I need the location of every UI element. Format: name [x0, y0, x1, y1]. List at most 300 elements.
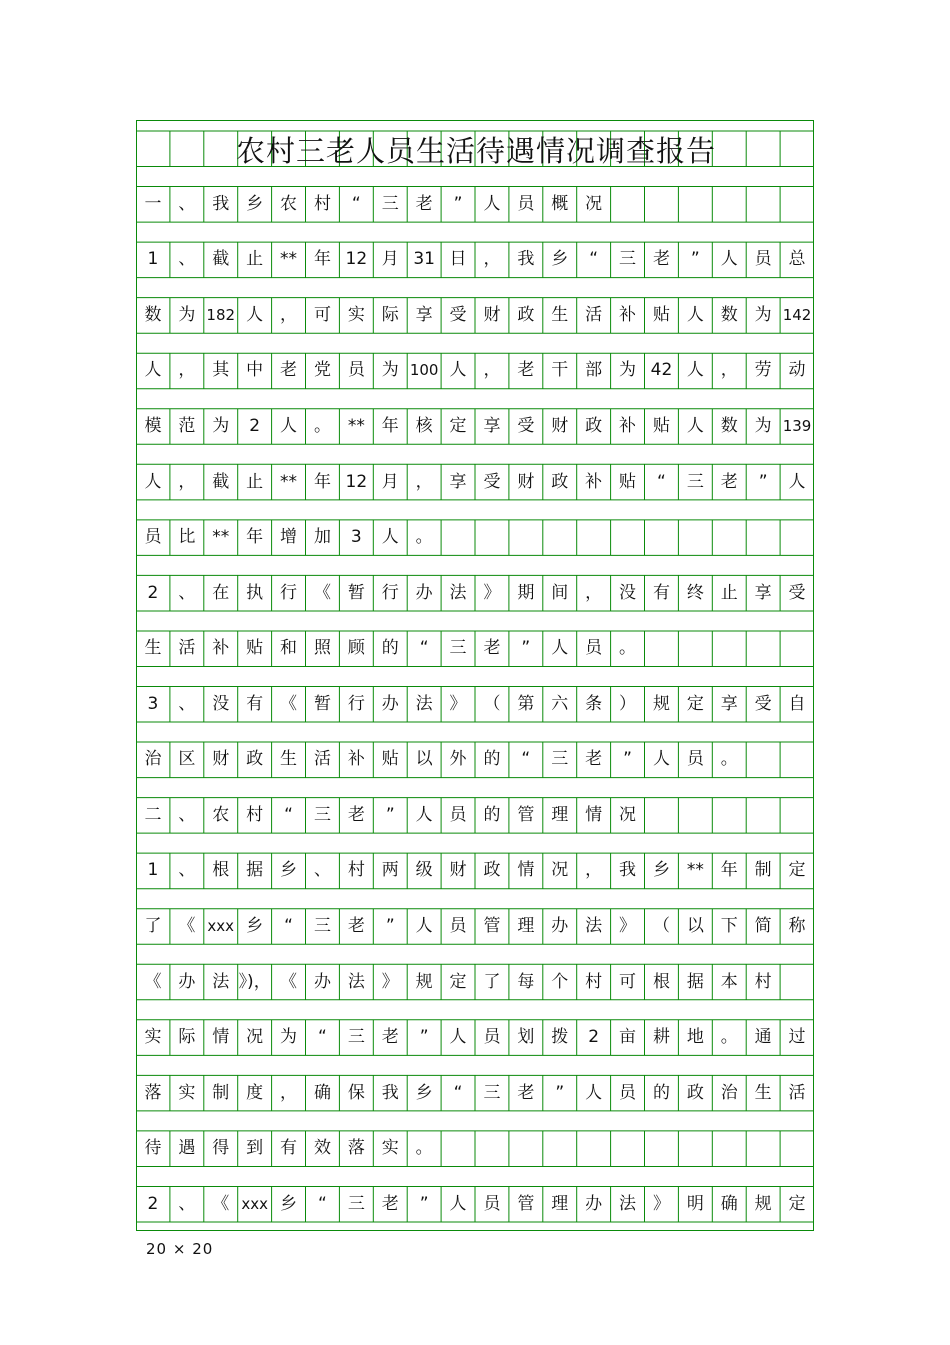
grid-cell: [780, 631, 814, 667]
grid-cell: [780, 1131, 814, 1167]
grid-cell: 、: [178, 693, 196, 714]
grid-cell: [441, 1131, 475, 1167]
grid-cell: [509, 520, 543, 556]
grid-cell: 活: [788, 1082, 806, 1103]
grid-cell: 三: [381, 193, 399, 214]
grid-cell: 2: [147, 582, 159, 603]
grid-cell: [611, 187, 645, 223]
grid-cell: 第: [517, 693, 535, 714]
grid-cell: 其: [212, 360, 230, 381]
grid-cell: ，: [178, 471, 196, 492]
grid-cell: 在: [212, 582, 230, 603]
grid-cell: 为: [212, 416, 230, 437]
grid-cell: 核: [415, 416, 433, 437]
grid-cell: 实: [347, 304, 365, 325]
grid-cell: 划: [517, 1027, 535, 1048]
grid-cell: 有: [280, 1138, 298, 1159]
grid-cell: 日: [449, 249, 467, 270]
grid-cell: 际: [381, 304, 399, 325]
grid-cell: 简: [754, 915, 772, 936]
grid-cell: 乡: [280, 1193, 298, 1214]
grid-cell: [645, 798, 679, 834]
grid-cell: 人: [449, 1193, 467, 1214]
grid-cell: 老: [483, 638, 501, 659]
grid-cell: 理: [551, 804, 569, 825]
grid-cell: 享: [754, 582, 772, 603]
grid-cell: [712, 1131, 746, 1167]
grid-cell: 政: [686, 1082, 704, 1103]
grid-cell: 贴: [652, 304, 670, 325]
grid-cell: 》: [483, 582, 501, 603]
grid-cell: 定: [449, 971, 467, 992]
grid-cell: 暂: [347, 582, 365, 603]
grid-cell: [712, 520, 746, 556]
grid-cell: [746, 187, 780, 223]
grid-cell: ，: [585, 582, 603, 603]
grid-cell: 乡: [415, 1082, 433, 1103]
grid-cell: 止: [246, 471, 264, 492]
grid-cell: 31: [413, 249, 435, 270]
grid-cell: 有: [246, 693, 264, 714]
grid-cell: 情: [517, 860, 535, 881]
grid-cell: 法: [585, 915, 603, 936]
grid-cell: 》: [381, 971, 399, 992]
grid-cell: 、: [178, 193, 196, 214]
grid-cell: 数: [720, 304, 738, 325]
grid-cell: 享: [720, 693, 738, 714]
grid-cell: 人: [788, 471, 806, 492]
grid-cell: 为: [178, 304, 196, 325]
grid-cell: 管: [517, 1193, 535, 1214]
grid-cell: 保: [347, 1082, 365, 1103]
grid-cell: 1: [147, 860, 159, 881]
grid-cell: 贴: [381, 749, 399, 770]
grid-cell: ，: [178, 360, 196, 381]
grid-cell: 补: [212, 638, 230, 659]
grid-cell: 财: [449, 860, 467, 881]
grid-cell: 规: [652, 693, 670, 714]
grid-cell: 三: [686, 471, 704, 492]
grid-cell: [746, 742, 780, 778]
grid-cell: [645, 520, 679, 556]
grid-cell: 员: [449, 915, 467, 936]
grid-cell: 两: [381, 860, 399, 881]
grid-size-label: 20 × 20: [146, 1240, 214, 1258]
grid-cell: 干: [551, 360, 569, 381]
grid-cell: 、: [313, 860, 331, 881]
grid-cell: 受: [517, 416, 535, 437]
grid-cell: 享: [449, 471, 467, 492]
grid-cell: 补: [585, 471, 603, 492]
grid-cell: [645, 1131, 679, 1167]
grid-cells: [136, 120, 814, 1231]
grid-cell: 农: [280, 193, 298, 214]
grid-cell: 法: [212, 971, 230, 992]
grid-cell: 139: [782, 417, 812, 436]
grid-cell: 《: [280, 971, 298, 992]
grid-cell: 办: [551, 915, 569, 936]
grid-cell: 《: [313, 582, 331, 603]
grid-cell: 村: [585, 971, 603, 992]
grid-cell: 年: [246, 527, 264, 548]
grid-cell: 人: [381, 527, 399, 548]
grid-cell: 人: [652, 749, 670, 770]
grid-cell: 动: [788, 360, 806, 381]
grid-cell: [746, 798, 780, 834]
grid-cell: 三: [619, 249, 637, 270]
grid-cell: 为: [381, 360, 399, 381]
grid-cell: 管: [483, 915, 501, 936]
grid-cell: 贴: [246, 638, 264, 659]
grid-cell: 乡: [551, 249, 569, 270]
grid-cell: [712, 798, 746, 834]
grid-cell: 我: [619, 860, 637, 881]
grid-cell: [780, 798, 814, 834]
grid-cell: 、: [178, 1193, 196, 1214]
grid-cell: 人: [144, 471, 162, 492]
grid-cell: ，: [585, 860, 603, 881]
grid-cell: 了: [483, 971, 501, 992]
grid-cell: 生: [144, 638, 162, 659]
grid-cell: 理: [517, 915, 535, 936]
grid-cell: 》: [652, 1193, 670, 1214]
grid-cell: ”: [555, 1082, 565, 1103]
grid-cell: 》: [449, 693, 467, 714]
grid-cell: 有: [652, 582, 670, 603]
grid-cell: ，: [280, 1082, 298, 1103]
grid-cell: “: [453, 1082, 463, 1103]
grid-cell: 实: [178, 1082, 196, 1103]
grid-cell: 、: [178, 582, 196, 603]
grid-cell: 人: [144, 360, 162, 381]
grid-cell: 享: [483, 416, 501, 437]
grid-cell: 活: [313, 749, 331, 770]
grid-cell: 活: [585, 304, 603, 325]
grid-cell: 100: [409, 361, 439, 380]
grid-cell: 地: [686, 1027, 704, 1048]
grid-cell: xxx: [207, 916, 235, 935]
grid-cell: 管: [517, 804, 535, 825]
grid-cell: “: [284, 915, 293, 936]
grid-cell: 本: [720, 971, 738, 992]
grid-cell: 、: [178, 249, 196, 270]
grid-cell: 老: [347, 915, 365, 936]
grid-cell: “: [318, 1027, 327, 1048]
grid-cell: [678, 520, 712, 556]
grid-cell: 度: [246, 1082, 264, 1103]
grid-cell: 治: [144, 749, 162, 770]
grid-cell: [746, 1131, 780, 1167]
grid-cell: 区: [178, 749, 196, 770]
document-title: 农村三老人员生活待遇情况调查报告: [235, 133, 716, 168]
grid-cell: 。: [619, 638, 637, 659]
grid-cell: 》: [619, 915, 637, 936]
grid-cell: ”: [419, 1027, 429, 1048]
grid-cell: ”: [385, 915, 395, 936]
grid-cell: 终: [686, 582, 704, 603]
grid-cell: 三: [313, 915, 331, 936]
grid-cell: 受: [754, 693, 772, 714]
grid-cell: 补: [347, 749, 365, 770]
grid-cell: 法: [619, 1193, 637, 1214]
grid-cell: 亩: [619, 1027, 637, 1048]
grid-cell: 2: [249, 416, 261, 437]
grid-cell: 六: [551, 693, 569, 714]
grid-cell: 比: [178, 527, 196, 548]
grid-cell: 耕: [652, 1027, 670, 1048]
grid-cell: 老: [347, 804, 365, 825]
grid-cell: （: [652, 915, 670, 936]
grid-cell: [746, 520, 780, 556]
grid-cell: 部: [585, 360, 603, 381]
grid-cell: “: [521, 749, 531, 770]
grid-cell: 员: [483, 1027, 501, 1048]
grid-cell: 增: [280, 527, 298, 548]
grid-cell: 照: [313, 638, 331, 659]
grid-cell: 月: [381, 249, 399, 270]
grid-cell: 通: [754, 1027, 772, 1048]
grid-cell: 乡: [652, 860, 670, 881]
grid-cell: “: [351, 193, 361, 214]
grid-cell: 加: [313, 527, 331, 548]
grid-cell: 三: [347, 1027, 365, 1048]
grid-cell: [509, 1131, 543, 1167]
grid-cell: 1: [147, 249, 159, 270]
grid-cell: 2: [588, 1027, 600, 1048]
grid-cell: 。: [415, 527, 433, 548]
grid-cell: 可: [619, 971, 637, 992]
grid-cell: 老: [652, 249, 670, 270]
grid-cell: [746, 631, 780, 667]
grid-cell: 暂: [313, 693, 331, 714]
grid-cell: ”: [758, 471, 768, 492]
grid-cell: 数: [720, 416, 738, 437]
grid-cell: 理: [551, 1193, 569, 1214]
grid-cell: 。: [720, 1027, 738, 1048]
manuscript-grid-sheet: [136, 120, 814, 1231]
grid-cell: 员: [585, 638, 603, 659]
grid-cell: 情: [212, 1027, 230, 1048]
grid-cell: 没: [619, 582, 637, 603]
grid-cell: 生: [754, 1082, 772, 1103]
grid-cell: 明: [686, 1193, 704, 1214]
grid-cell: 下: [720, 915, 738, 936]
grid-cell: 财: [551, 416, 569, 437]
grid-cell: 生: [551, 304, 569, 325]
grid-cell: [780, 187, 814, 223]
grid-cell: ”: [453, 193, 463, 214]
grid-cell: 拨: [551, 1027, 569, 1048]
grid-cell: 人: [585, 1082, 603, 1103]
grid-cell: 3: [147, 693, 159, 714]
grid-cell: 生: [280, 749, 298, 770]
grid-cell: 截: [212, 471, 230, 492]
grid-cell: 老: [585, 749, 603, 770]
grid-cell: 确: [313, 1082, 331, 1103]
grid-cell: 受: [483, 471, 501, 492]
grid-cell: 法: [347, 971, 365, 992]
grid-cell: 我: [381, 1082, 399, 1103]
grid-cell: 老: [280, 360, 298, 381]
grid-cell: 村: [246, 804, 264, 825]
grid-cell: [611, 1131, 645, 1167]
grid-cell: 的: [483, 804, 501, 825]
grid-cell: [678, 187, 712, 223]
grid-cell: 个: [551, 971, 569, 992]
grid-cell: 止: [720, 582, 738, 603]
grid-cell: 况: [619, 804, 637, 825]
grid-cell: 42: [650, 360, 673, 381]
grid-cell: 和: [280, 638, 298, 659]
grid-cell: 二: [144, 804, 162, 825]
grid-cell: 办: [585, 1193, 603, 1214]
grid-cell: 政: [585, 416, 603, 437]
grid-cell: [678, 631, 712, 667]
grid-cell: 年: [381, 416, 399, 437]
grid-cell: 制: [212, 1082, 230, 1103]
grid-cell: 为: [754, 416, 772, 437]
grid-cell: [577, 520, 611, 556]
grid-cell: 况: [585, 193, 603, 214]
grid-cell: 法: [449, 582, 467, 603]
grid-cell: 期: [517, 582, 535, 603]
grid-cell: 老: [517, 360, 535, 381]
grid-cell: 规: [754, 1193, 772, 1214]
grid-cell: 三: [347, 1193, 365, 1214]
grid-cell: 制: [754, 860, 772, 881]
grid-cell: 人: [449, 1027, 467, 1048]
grid-cell: **: [686, 860, 704, 881]
grid-cell: 人: [483, 193, 501, 214]
grid-cell: 到: [246, 1138, 264, 1159]
grid-cell: 人: [686, 360, 704, 381]
grid-cell: [645, 187, 679, 223]
grid-cell: “: [589, 249, 599, 270]
grid-cell: 。: [720, 749, 738, 770]
grid-cell: 条: [585, 693, 603, 714]
grid-cell: 享: [415, 304, 433, 325]
grid-cell: 概: [551, 193, 569, 214]
grid-cell: 办: [313, 971, 331, 992]
grid-cell: 人: [551, 638, 569, 659]
grid-cell: 、: [178, 860, 196, 881]
grid-cell: 人: [280, 416, 298, 437]
grid-cell: 行: [347, 693, 365, 714]
grid-cell: 落: [144, 1082, 162, 1103]
grid-cell: 老: [720, 471, 738, 492]
grid-cell: 间: [551, 582, 569, 603]
grid-cell: 12: [345, 249, 368, 270]
grid-cell: 三: [313, 804, 331, 825]
grid-cell: 乡: [246, 193, 264, 214]
grid-cell: [678, 798, 712, 834]
grid-cell: 142: [782, 305, 812, 324]
grid-cell: **: [280, 249, 298, 270]
grid-cell: 三: [483, 1082, 501, 1103]
grid-cell: 年: [720, 860, 738, 881]
grid-cell: 外: [449, 749, 467, 770]
grid-cell: 了: [144, 915, 162, 936]
grid-cell: 老: [381, 1193, 399, 1214]
grid-cell: 12: [345, 471, 368, 492]
grid-cell: 情: [585, 804, 603, 825]
grid-cell: 根: [212, 860, 230, 881]
grid-cell: 2: [147, 1193, 159, 1214]
grid-cell: 《: [178, 915, 196, 936]
grid-cell: 员: [144, 527, 162, 548]
grid-cell: 以: [686, 915, 704, 936]
grid-cell: 根: [652, 971, 670, 992]
grid-cell: 规: [415, 971, 433, 992]
grid-cell: 治: [720, 1082, 738, 1103]
grid-cell: [712, 187, 746, 223]
grid-cell: [712, 631, 746, 667]
grid-cell: 乡: [280, 860, 298, 881]
grid-cell: 总: [788, 249, 806, 270]
grid-cell: ，: [483, 360, 501, 381]
grid-cell: 办: [381, 693, 399, 714]
grid-cell: [543, 520, 577, 556]
grid-cell: 每: [517, 971, 535, 992]
grid-cell: 模: [144, 416, 162, 437]
grid-cell: 《: [212, 1193, 230, 1214]
grid-cell: [780, 520, 814, 556]
grid-cell: 定: [449, 416, 467, 437]
grid-cell: 《: [280, 693, 298, 714]
grid-cell: 人: [415, 915, 433, 936]
grid-cell: ”: [623, 749, 632, 770]
grid-cell: 《: [144, 971, 162, 992]
grid-cell: 党: [313, 360, 331, 381]
grid-cell: [678, 1131, 712, 1167]
grid-cell: 办: [415, 582, 433, 603]
grid-cell: **: [212, 527, 230, 548]
grid-cell: 况: [551, 860, 569, 881]
grid-cell: 财: [212, 749, 230, 770]
grid-cell: 况: [246, 1027, 264, 1048]
grid-cell: ，: [415, 471, 433, 492]
grid-cell: 人: [449, 360, 467, 381]
grid-cell: 贴: [652, 416, 670, 437]
grid-cell: 182: [206, 305, 236, 324]
grid-cell: ）: [619, 693, 637, 714]
grid-cell: “: [284, 804, 293, 825]
grid-cell: 定: [788, 1193, 806, 1214]
grid-cell: 月: [381, 471, 399, 492]
grid-cell: 得: [212, 1138, 230, 1159]
grid-cell: 员: [347, 360, 365, 381]
grid-cell: 为: [280, 1027, 298, 1048]
grid-cell: 3: [350, 527, 362, 548]
grid-cell: ”: [521, 638, 531, 659]
grid-cell: 员: [619, 1082, 637, 1103]
grid-cell: xxx: [241, 1194, 268, 1213]
grid-cell: 员: [754, 249, 772, 270]
grid-cell: 际: [178, 1027, 196, 1048]
grid-cell: 行: [381, 582, 399, 603]
grid-cell: ”: [385, 804, 395, 825]
grid-cell: 截: [212, 249, 230, 270]
grid-cell: 据: [246, 860, 264, 881]
grid-cell: 、: [178, 804, 196, 825]
grid-cell: 人: [246, 304, 264, 325]
grid-cell: [780, 742, 814, 778]
grid-cell: 止: [246, 249, 264, 270]
grid-cell: 顾: [347, 638, 365, 659]
grid-cell: 村: [313, 193, 331, 214]
grid-cell: 数: [144, 304, 162, 325]
grid-cell: 可: [313, 304, 331, 325]
